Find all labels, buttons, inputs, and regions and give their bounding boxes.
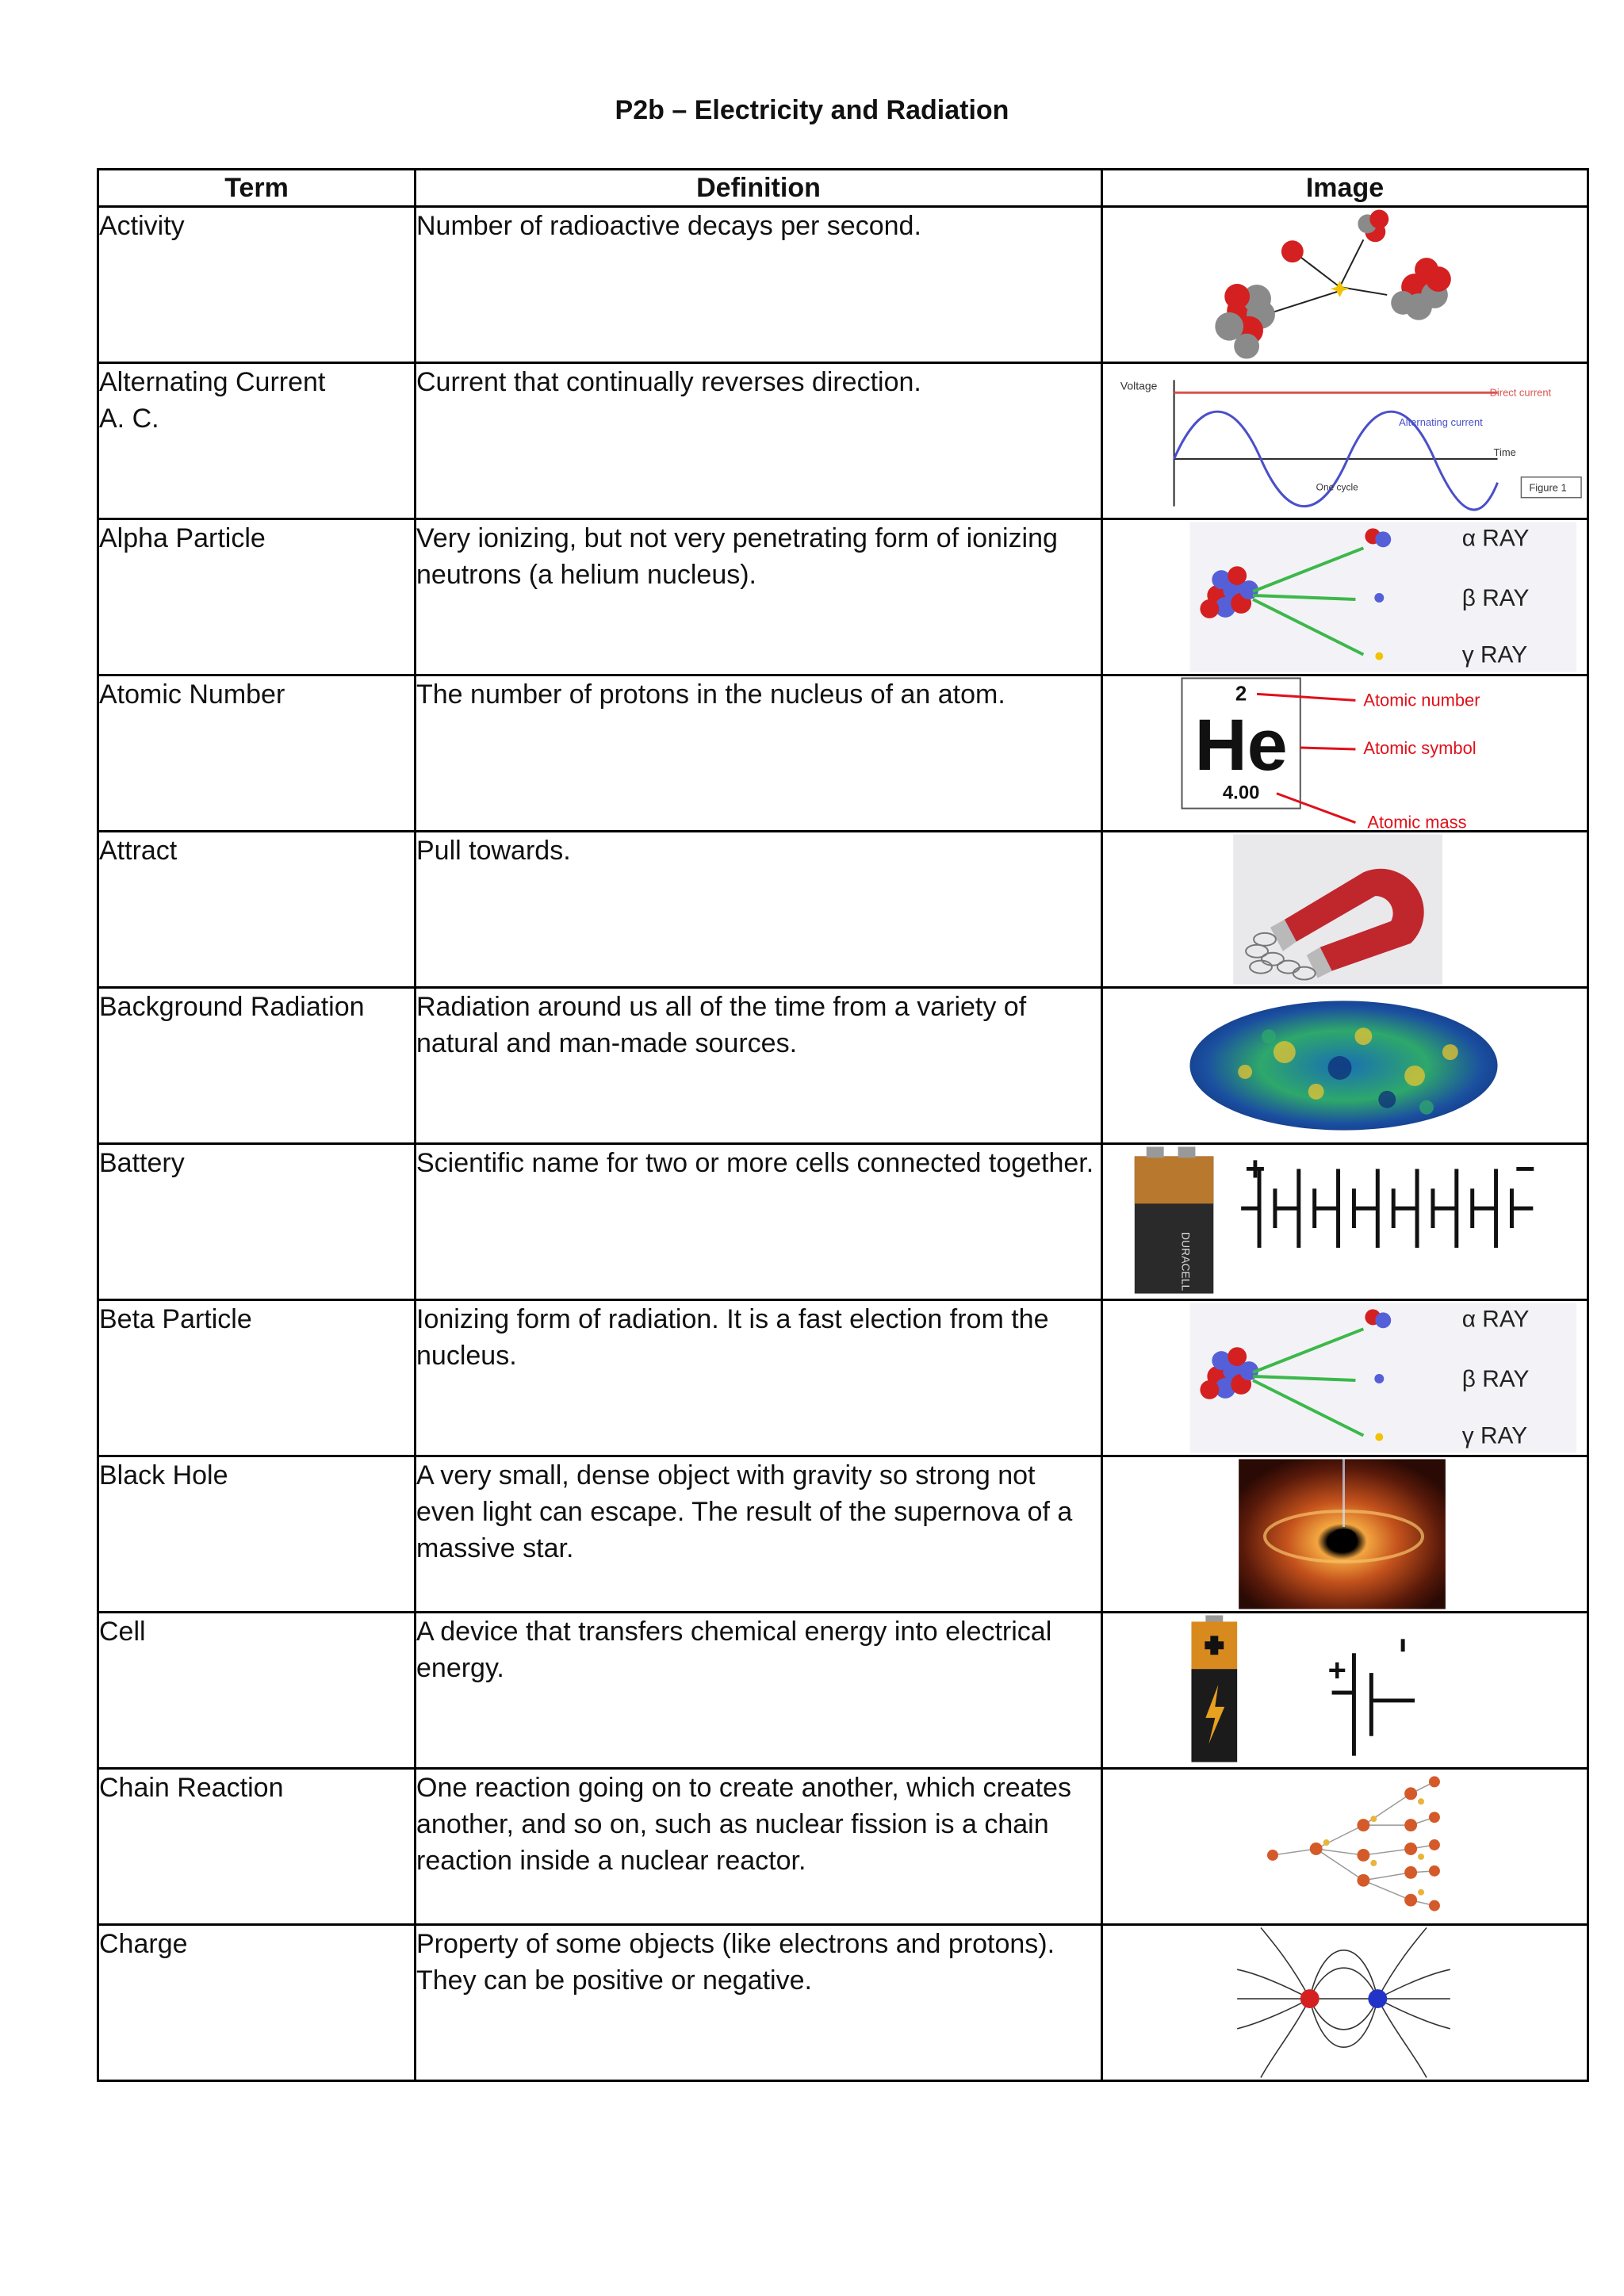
definition-cell: A very small, dense object with gravity so strong not even light can escape. The result of the supernova of a massive star.: [416, 1456, 1102, 1613]
voltage-label: Voltage: [1120, 379, 1158, 392]
definition-cell: Very ionizing, but not very penetrating form of ionizing neutrons (a helium nucleus).: [416, 519, 1102, 675]
battery-minus-sign: −: [1515, 1150, 1536, 1189]
radioactive-decay-image: [1103, 208, 1587, 362]
definition-cell: One reaction going on to create another, which creates another, and so on, such as nuclear fission is a chain reaction inside a nuclear reactor.: [416, 1769, 1102, 1925]
one-cycle-label: One cycle: [1316, 481, 1358, 493]
image-cell: [1102, 1456, 1588, 1613]
alpha-ray-label: α RAY: [1461, 1306, 1530, 1333]
image-cell: [1102, 988, 1588, 1144]
image-cell: [1102, 207, 1588, 363]
image-cell: [1102, 1613, 1588, 1769]
definition-cell: Number of radioactive decays per second.: [416, 207, 1102, 363]
battery-plus-sign: +: [1245, 1150, 1266, 1189]
term-cell: Activity: [98, 207, 416, 363]
definition-cell: Scientific name for two or more cells connected together.: [416, 1144, 1102, 1300]
definition-cell: Radiation around us all of the time from a variety of natural and man-made sources.: [416, 988, 1102, 1144]
definition-cell: Property of some objects (like electrons and protons). They can be positive or negative.: [416, 1925, 1102, 2081]
beta-ray-label: β RAY: [1461, 1365, 1530, 1392]
definition-cell: The number of protons in the nucleus of an atom.: [416, 675, 1102, 832]
alpha-ray-label: α RAY: [1461, 525, 1530, 552]
horseshoe-magnet-image: [1103, 832, 1587, 986]
term-cell: Chain Reaction: [98, 1769, 416, 1925]
image-cell: [1102, 1769, 1588, 1925]
image-cell: [1102, 1144, 1588, 1300]
figure-label: Figure 1: [1529, 481, 1567, 494]
atomic-symbol-value: He: [1194, 704, 1288, 786]
definition-cell: Pull towards.: [416, 832, 1102, 988]
table-row: [98, 1456, 1588, 1613]
term-cell: Alpha Particle: [98, 519, 416, 675]
ac-waveform-image: [1103, 364, 1587, 518]
atomic-mass-label: Atomic mass: [1367, 812, 1467, 830]
beta-ray-label: β RAY: [1461, 584, 1530, 611]
header-term: Term: [98, 170, 416, 207]
cell-plus-sign: +: [1327, 1653, 1346, 1689]
cell-image: [1103, 1613, 1587, 1767]
direct-current-label: Direct current: [1489, 386, 1552, 399]
chain-reaction-image: [1103, 1770, 1587, 1923]
electric-field-lines-image: [1103, 1926, 1587, 2080]
table-row: [98, 1300, 1588, 1456]
table-row: [98, 1769, 1588, 1925]
term-cell: Black Hole: [98, 1456, 416, 1613]
glossary-table: [97, 168, 1589, 2082]
term-cell: Atomic Number: [98, 675, 416, 832]
page-title: P2b – Electricity and Radiation: [615, 95, 1009, 125]
term-cell: Attract: [98, 832, 416, 988]
header-image: Image: [1102, 170, 1588, 207]
battery-image: [1103, 1145, 1587, 1299]
image-cell: [1102, 675, 1588, 832]
table-row: [98, 363, 1588, 519]
gamma-ray-label: γ RAY: [1461, 641, 1528, 668]
term-cell: Charge: [98, 1925, 416, 2081]
definition-cell: Current that continually reverses direction.: [416, 363, 1102, 519]
table-row: [98, 988, 1588, 1144]
table-row: [98, 675, 1588, 832]
term-cell: Cell: [98, 1613, 416, 1769]
radiation-rays-image: [1103, 520, 1587, 674]
table-row: [98, 207, 1588, 363]
black-hole-image: [1103, 1457, 1587, 1611]
header-definition: Definition: [416, 170, 1102, 207]
image-cell: [1102, 1300, 1588, 1456]
battery-brand-label: DURACELL: [1179, 1231, 1193, 1292]
term-cell: Beta Particle: [98, 1300, 416, 1456]
atomic-number-label: Atomic number: [1363, 690, 1480, 710]
table-row: [98, 1925, 1588, 2081]
table-row: [98, 519, 1588, 675]
helium-element-image: [1103, 676, 1587, 830]
alternating-current-label: Alternating current: [1399, 416, 1483, 429]
definition-cell: A device that transfers chemical energy into electrical energy.: [416, 1613, 1102, 1769]
term-cell: Background Radiation: [98, 988, 416, 1144]
atomic-symbol-label: Atomic symbol: [1363, 737, 1477, 758]
term-cell: Battery: [98, 1144, 416, 1300]
cosmic-background-map-image: [1103, 989, 1587, 1142]
atomic-number-value: 2: [1235, 683, 1247, 706]
table-row: [98, 1613, 1588, 1769]
image-cell: [1102, 363, 1588, 519]
table-row: [98, 832, 1588, 988]
image-cell: [1102, 832, 1588, 988]
term-cell: Alternating Current A. C.: [98, 363, 416, 519]
image-cell: [1102, 1925, 1588, 2081]
radiation-rays-image: [1103, 1301, 1587, 1455]
header-row: [98, 170, 1588, 207]
table-row: [98, 1144, 1588, 1300]
definition-cell: Ionizing form of radiation. It is a fast election from the nucleus.: [416, 1300, 1102, 1456]
atomic-mass-value: 4.00: [1222, 782, 1260, 804]
image-cell: [1102, 519, 1588, 675]
time-label: Time: [1493, 446, 1516, 458]
gamma-ray-label: γ RAY: [1461, 1422, 1528, 1449]
